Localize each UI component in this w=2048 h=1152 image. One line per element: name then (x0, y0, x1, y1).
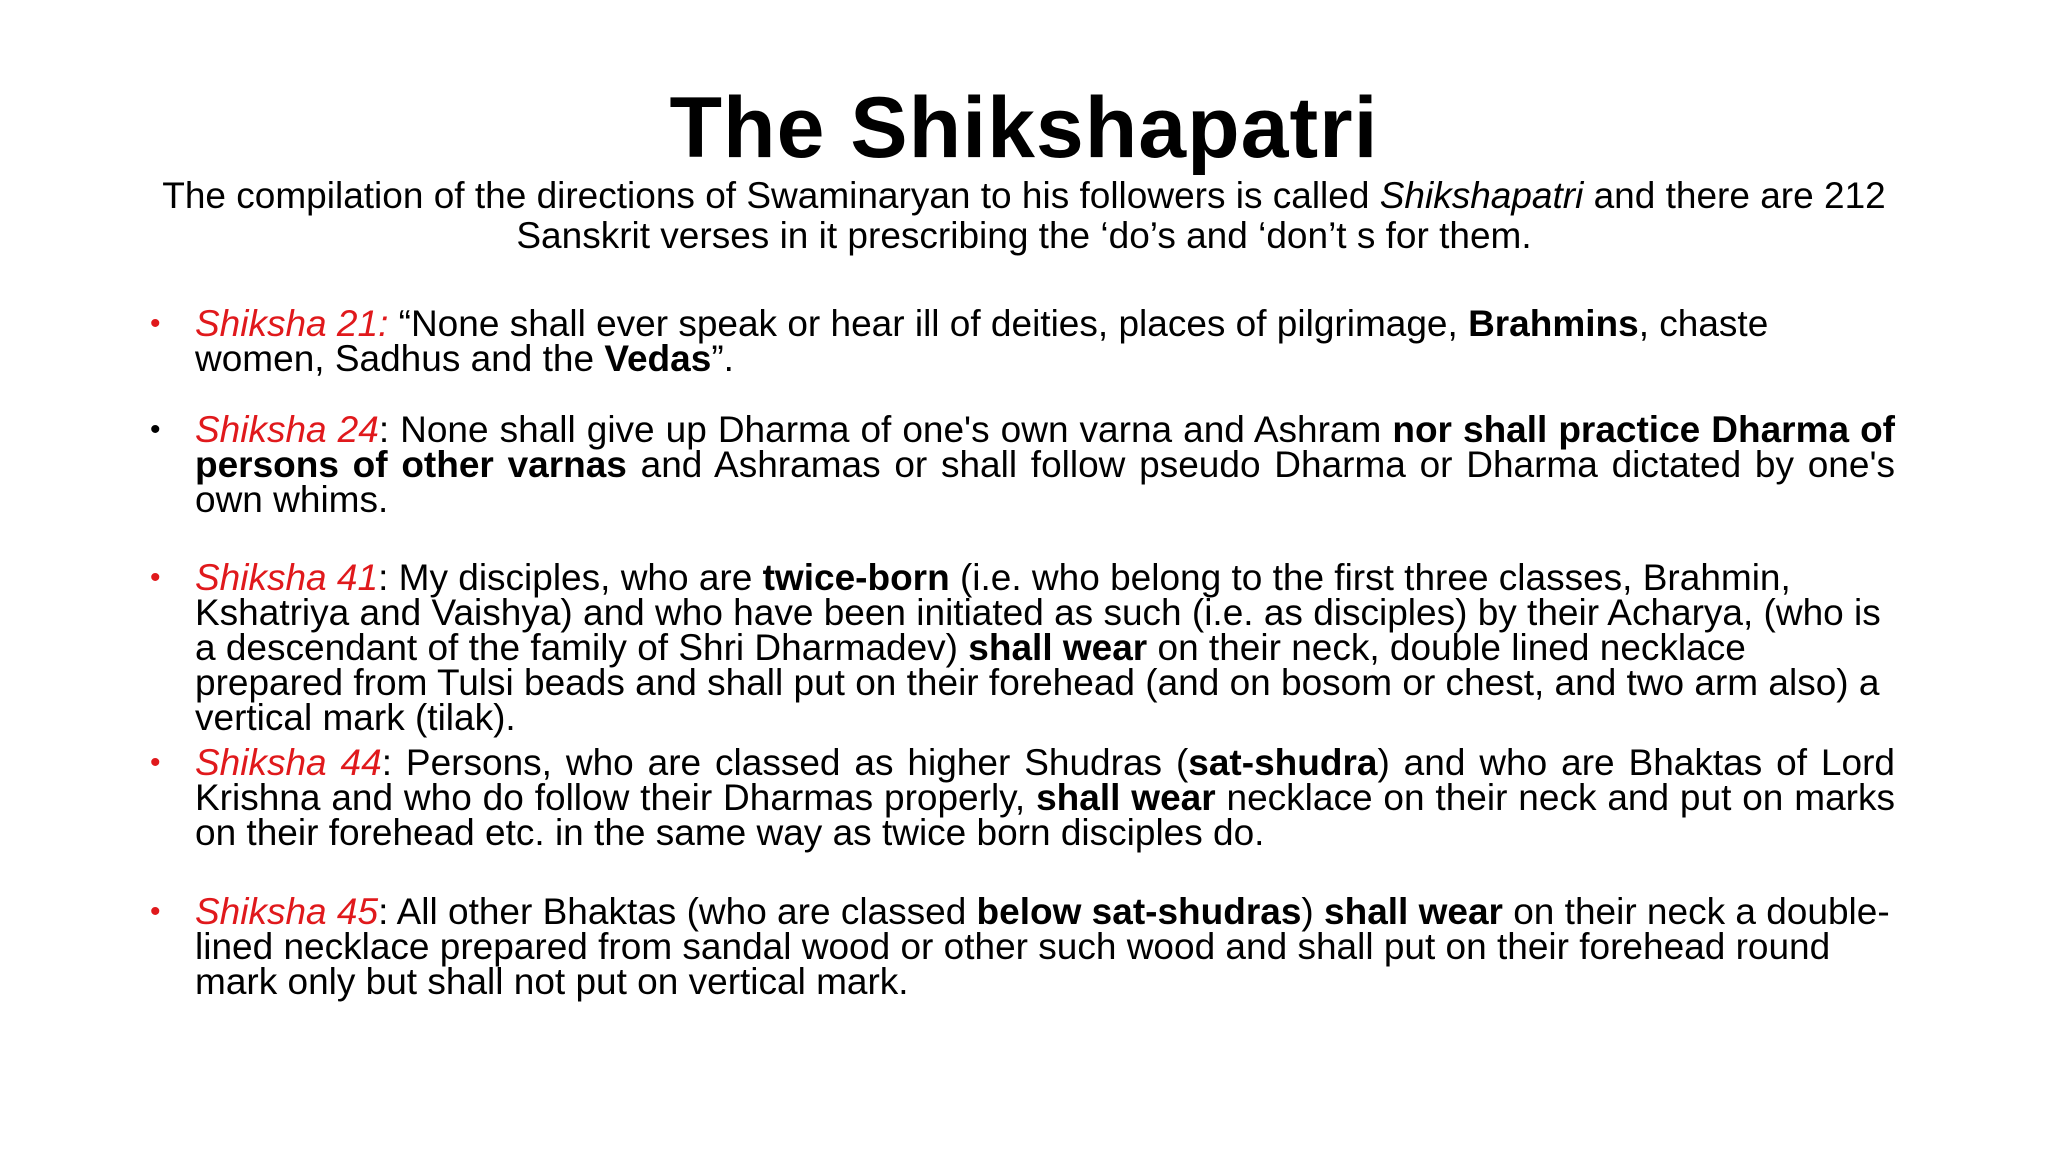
bullet-icon: • (150, 561, 161, 594)
item-bold: shall wear (1324, 891, 1503, 932)
list-item-shiksha-24 (150, 409, 1896, 520)
shiksha-ref-name: Shiksha 41 (195, 557, 379, 598)
item-text: ”. (711, 338, 734, 379)
item-text: on their neck, double lined necklace prepared from Tulsi beads and shall put on their forehead (and on bosom or chest, and two arm also) a vertical mark (tilak). (195, 627, 1880, 738)
item-text: (i.e. who belong to the first three classes, Brahmin, Kshatriya and Vaishya) and who have been initiated as such (i.e. as disciples) by their Acharya, (who is a descendant of the family of Shri Dharmadev) (195, 557, 1881, 668)
item-bold: sat-shudra (1188, 742, 1378, 783)
subtitle-text-2: and there are 212 Sanskrit verses in it prescribing the ‘do’s and ‘don’t s for them. (516, 175, 1886, 256)
item-text: : Persons, who are classed as higher Shudras ( (381, 742, 1189, 783)
item-text: : All other Bhaktas (who are classed (378, 891, 977, 932)
shiksha-ref-name: Shiksha 44 (195, 742, 382, 783)
shiksha-ref-name: Shiksha 24 (195, 409, 379, 450)
item-bold: below sat-shudras (976, 891, 1302, 932)
item-text: : My disciples, who are (378, 557, 763, 598)
bullet-icon: • (150, 895, 161, 928)
shiksha-ref-colon: : (378, 303, 389, 344)
bullet-icon: • (150, 413, 161, 446)
item-text: on their neck a double-lined necklace prepared from sandal wood or other such wood and shall put on their forehead round mark only but shall not put on vertical mark. (195, 891, 1890, 1002)
item-text: , chaste women, Sadhus and the (195, 303, 1769, 379)
item-bold: shall wear (1036, 777, 1216, 818)
list-item-shiksha-41 (150, 557, 1895, 738)
slide-title: The Shikshapatri (669, 80, 1379, 176)
item-text: : None shall give up Dharma of one's own varna and Ashram (378, 409, 1393, 450)
item-text: ) (1301, 891, 1325, 932)
item-text: “None shall ever speak or hear ill of deities, places of pilgrimage, (388, 303, 1469, 344)
item-bold: shall wear (968, 627, 1148, 668)
subtitle-italic: Shikshapatri (1379, 175, 1584, 216)
item-bold: Vedas (604, 338, 712, 379)
list-item-shiksha-45 (150, 891, 1895, 1002)
list-item-shiksha-21 (150, 303, 1895, 379)
subtitle-text-1: The compilation of the directions of Swaminaryan to his followers is called (162, 175, 1380, 216)
item-text: necklace on their neck and put on marks on their forehead etc. in the same way as twice born disciples do. (195, 777, 1895, 853)
item-bold: nor shall practice Dharma of persons of other varnas (195, 409, 1895, 485)
shiksha-ref-name: Shiksha 45 (195, 891, 379, 932)
bullet-icon: • (150, 307, 161, 340)
item-bold: Brahmins (1468, 303, 1639, 344)
shiksha-list (150, 303, 1896, 1002)
shiksha-ref-name: Shiksha 21 (195, 303, 379, 344)
slide-subtitle (150, 176, 1898, 256)
item-bold: twice-born (762, 557, 950, 598)
list-item-shiksha-44 (150, 742, 1895, 853)
bullet-icon: • (150, 746, 161, 779)
item-text: and Ashramas or shall follow pseudo Dharma or Dharma dictated by one's own whims. (195, 444, 1896, 520)
item-text: ) and who are Bhaktas of Lord Krishna and who do follow their Dharmas properly, (195, 742, 1895, 818)
